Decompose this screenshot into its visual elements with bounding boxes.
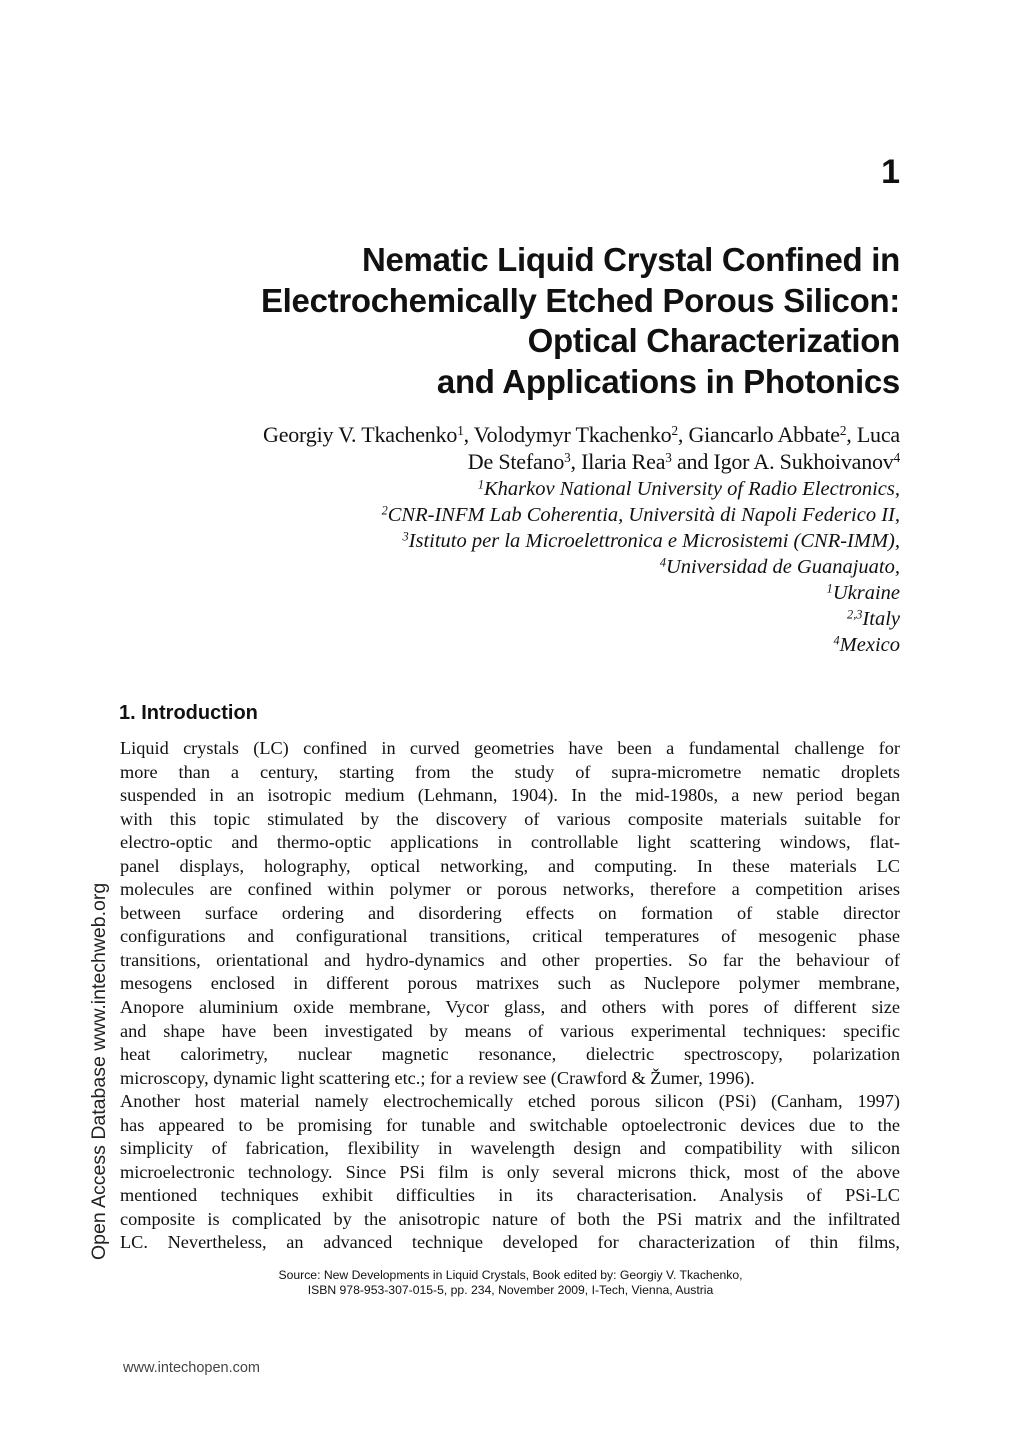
body-text-line-content: microelectronic technology. Since PSi film is only several microns thick, most of the above: [120, 1161, 900, 1182]
author-separator: ,: [570, 449, 582, 474]
body-text-line-content: more than a century, starting from the study of supra-micrometre nematic droplets: [120, 761, 900, 782]
affiliation-item: [100, 554, 900, 580]
affiliation-text: Mexico: [839, 634, 900, 656]
affiliation-item: [100, 528, 900, 554]
body-text-line: [120, 972, 900, 996]
body-text-line: [120, 831, 900, 855]
body-text-line: [120, 808, 900, 832]
body-text-line-content: heat calorimetry, nuclear magnetic resonance, dielectric spectroscopy, polarization: [120, 1044, 900, 1065]
affiliation-item: [100, 476, 900, 502]
body-text-line: [120, 1020, 900, 1044]
affiliation-country: [100, 606, 900, 632]
author-separator: ,: [677, 422, 689, 447]
affiliation-mark: 4: [833, 633, 840, 648]
affiliation-country: [100, 580, 900, 606]
author-name: Giancarlo Abbate: [688, 422, 840, 447]
body-text-line-content: with this topic stimulated by the discovery of various composite materials suitable for: [120, 808, 900, 829]
body-text-line-content: Anopore aluminium oxide membrane, Vycor glass, and others with pores of different size: [120, 997, 900, 1018]
title-line: Optical Characterization: [527, 322, 900, 359]
body-text-line: [120, 996, 900, 1020]
author-affiliation-mark: 1: [457, 422, 464, 438]
title-line: Nematic Liquid Crystal Confined in: [361, 241, 900, 278]
body-text-line-content: simplicity of fabrication, flexibility in wavelength design and compatibility with silicon: [120, 1138, 900, 1159]
body-text-line: [120, 902, 900, 926]
author-line-1: [100, 421, 900, 448]
author-separator: ,: [463, 422, 474, 447]
affiliation-text: Universidad de Guanajuato,: [665, 556, 900, 578]
affiliation-mark: 2,3: [847, 607, 863, 622]
chapter-title: [100, 240, 900, 402]
body-text-line-content: mesogens enclosed in different porous matrixes such as Nuclepore polymer membrane,: [120, 973, 900, 994]
source-note: [0, 1268, 1021, 1298]
body-text-line-content: electro-optic and thermo-optic applications in controllable light scattering windows, flat-: [120, 832, 900, 853]
body-text-line: [120, 1114, 900, 1138]
body-text-line-content: suspended in an isotropic medium (Lehmann, 1904). In the mid-1980s, a new period began: [120, 785, 900, 806]
chapter-number: 1: [881, 153, 900, 191]
affiliation-text: Kharkov National University of Radio Electronics,: [483, 478, 900, 500]
affiliation-country: [100, 632, 900, 658]
body-text-line: [120, 784, 900, 808]
author-name: Ilaria Rea: [581, 449, 666, 474]
affiliation-mark: 3: [402, 529, 409, 544]
body-text-line-content: composite is complicated by the anisotropic nature of both the PSi matrix and the infiltrated: [120, 1208, 900, 1229]
affiliation-text: Istituto per la Microelettronica e Microsistemi (CNR-IMM),: [408, 530, 900, 552]
affiliation-mark: 1: [826, 581, 833, 596]
body-text-line-content: LC. Nevertheless, an advanced technique developed for characterization of thin films,: [120, 1232, 900, 1253]
author-affiliation-mark: 2: [839, 422, 847, 438]
author-affiliation-mark: 4: [893, 449, 900, 465]
author-affiliation-mark: 2: [671, 422, 678, 438]
affiliation-mark: 1: [477, 477, 484, 492]
author-name: Igor A. Sukhoivanov: [713, 449, 894, 474]
side-watermark: Open Access Database www.intechweb.org: [88, 882, 110, 1260]
author-separator: and: [671, 449, 714, 474]
body-text-line-content: between surface ordering and disordering effects on formation of stable director: [120, 902, 900, 923]
body-text-line: [120, 1067, 900, 1091]
body-text-line-content: configurations and configurational transitions, critical temperatures of mesogenic phase: [120, 926, 900, 947]
author-line-2: [100, 448, 900, 475]
affiliation-mark: 4: [659, 555, 666, 570]
affiliation-item: [100, 502, 900, 528]
author-separator: , Luca: [846, 422, 900, 447]
body-text-line: [120, 1090, 900, 1114]
body-text-line: [120, 1231, 900, 1255]
body-text-line-content: molecules are confined within polymer or porous networks, therefore a competition arises: [120, 879, 900, 900]
body-text-line: [120, 761, 900, 785]
body-text-line: [120, 855, 900, 879]
body-text-line-content: and shape have been investigated by means of various experimental techniques: specific: [120, 1020, 900, 1041]
source-note-line: Source: New Developments in Liquid Crystals, Book edited by: Georgiy V. Tkachenko,: [278, 1268, 743, 1282]
body-text-line: [120, 1208, 900, 1232]
body-text-line-content: has appeared to be promising for tunable and switchable optoelectronic devices due to the: [120, 1114, 900, 1135]
affiliation-text: Ukraine: [832, 582, 900, 604]
affiliation-list: [100, 476, 900, 658]
author-name: De Stefano: [467, 449, 565, 474]
body-text-line-content: Another host material namely electrochemically etched porous silicon (PSi) (Canham, 1997): [120, 1091, 900, 1112]
author-name: Volodymyr Tkachenko: [473, 422, 672, 447]
body-text-line: [120, 925, 900, 949]
body-text-line: [120, 1043, 900, 1067]
source-note-line: ISBN 978-953-307-015-5, pp. 234, November 2009, I-Tech, Vienna, Austria: [307, 1283, 714, 1297]
body-text-line-content: panel displays, holography, optical networking, and computing. In these materials LC: [120, 855, 900, 876]
body-text-line-content: mentioned techniques exhibit difficulties in its characterisation. Analysis of PSi-LC: [120, 1185, 900, 1206]
author-name: Georgiy V. Tkachenko: [263, 422, 458, 447]
body-text-line: [120, 1161, 900, 1185]
body-text-line-content: microscopy, dynamic light scattering etc.; for a review see (Crawford & Žumer, 1996).: [120, 1067, 755, 1088]
body-text-line-content: Liquid crystals (LC) confined in curved geometries have been a fundamental challenge for: [120, 738, 900, 758]
author-affiliation-mark: 3: [665, 449, 672, 465]
author-affiliation-mark: 3: [564, 449, 571, 465]
body-text-line: [120, 1184, 900, 1208]
title-line: Electrochemically Etched Porous Silicon:: [260, 281, 900, 319]
title-line: and Applications in Photonics: [436, 362, 900, 400]
body-text-line: [120, 737, 900, 761]
body-text: [120, 737, 900, 1255]
body-text-line-content: transitions, orientational and hydro-dynamics and other properties. So far the behaviour of: [120, 949, 900, 970]
affiliation-text: CNR-INFM Lab Coherentia, Università di Napoli Federico II,: [387, 504, 900, 526]
affiliation-mark: 2: [381, 503, 388, 518]
body-text-line: [120, 1137, 900, 1161]
body-text-line: [120, 878, 900, 902]
section-heading: 1. Introduction: [119, 702, 258, 724]
footer-url[interactable]: www.intechopen.com: [123, 1360, 261, 1376]
affiliation-text: Italy: [862, 608, 900, 630]
body-text-line: [120, 949, 900, 973]
author-list: [100, 421, 900, 475]
